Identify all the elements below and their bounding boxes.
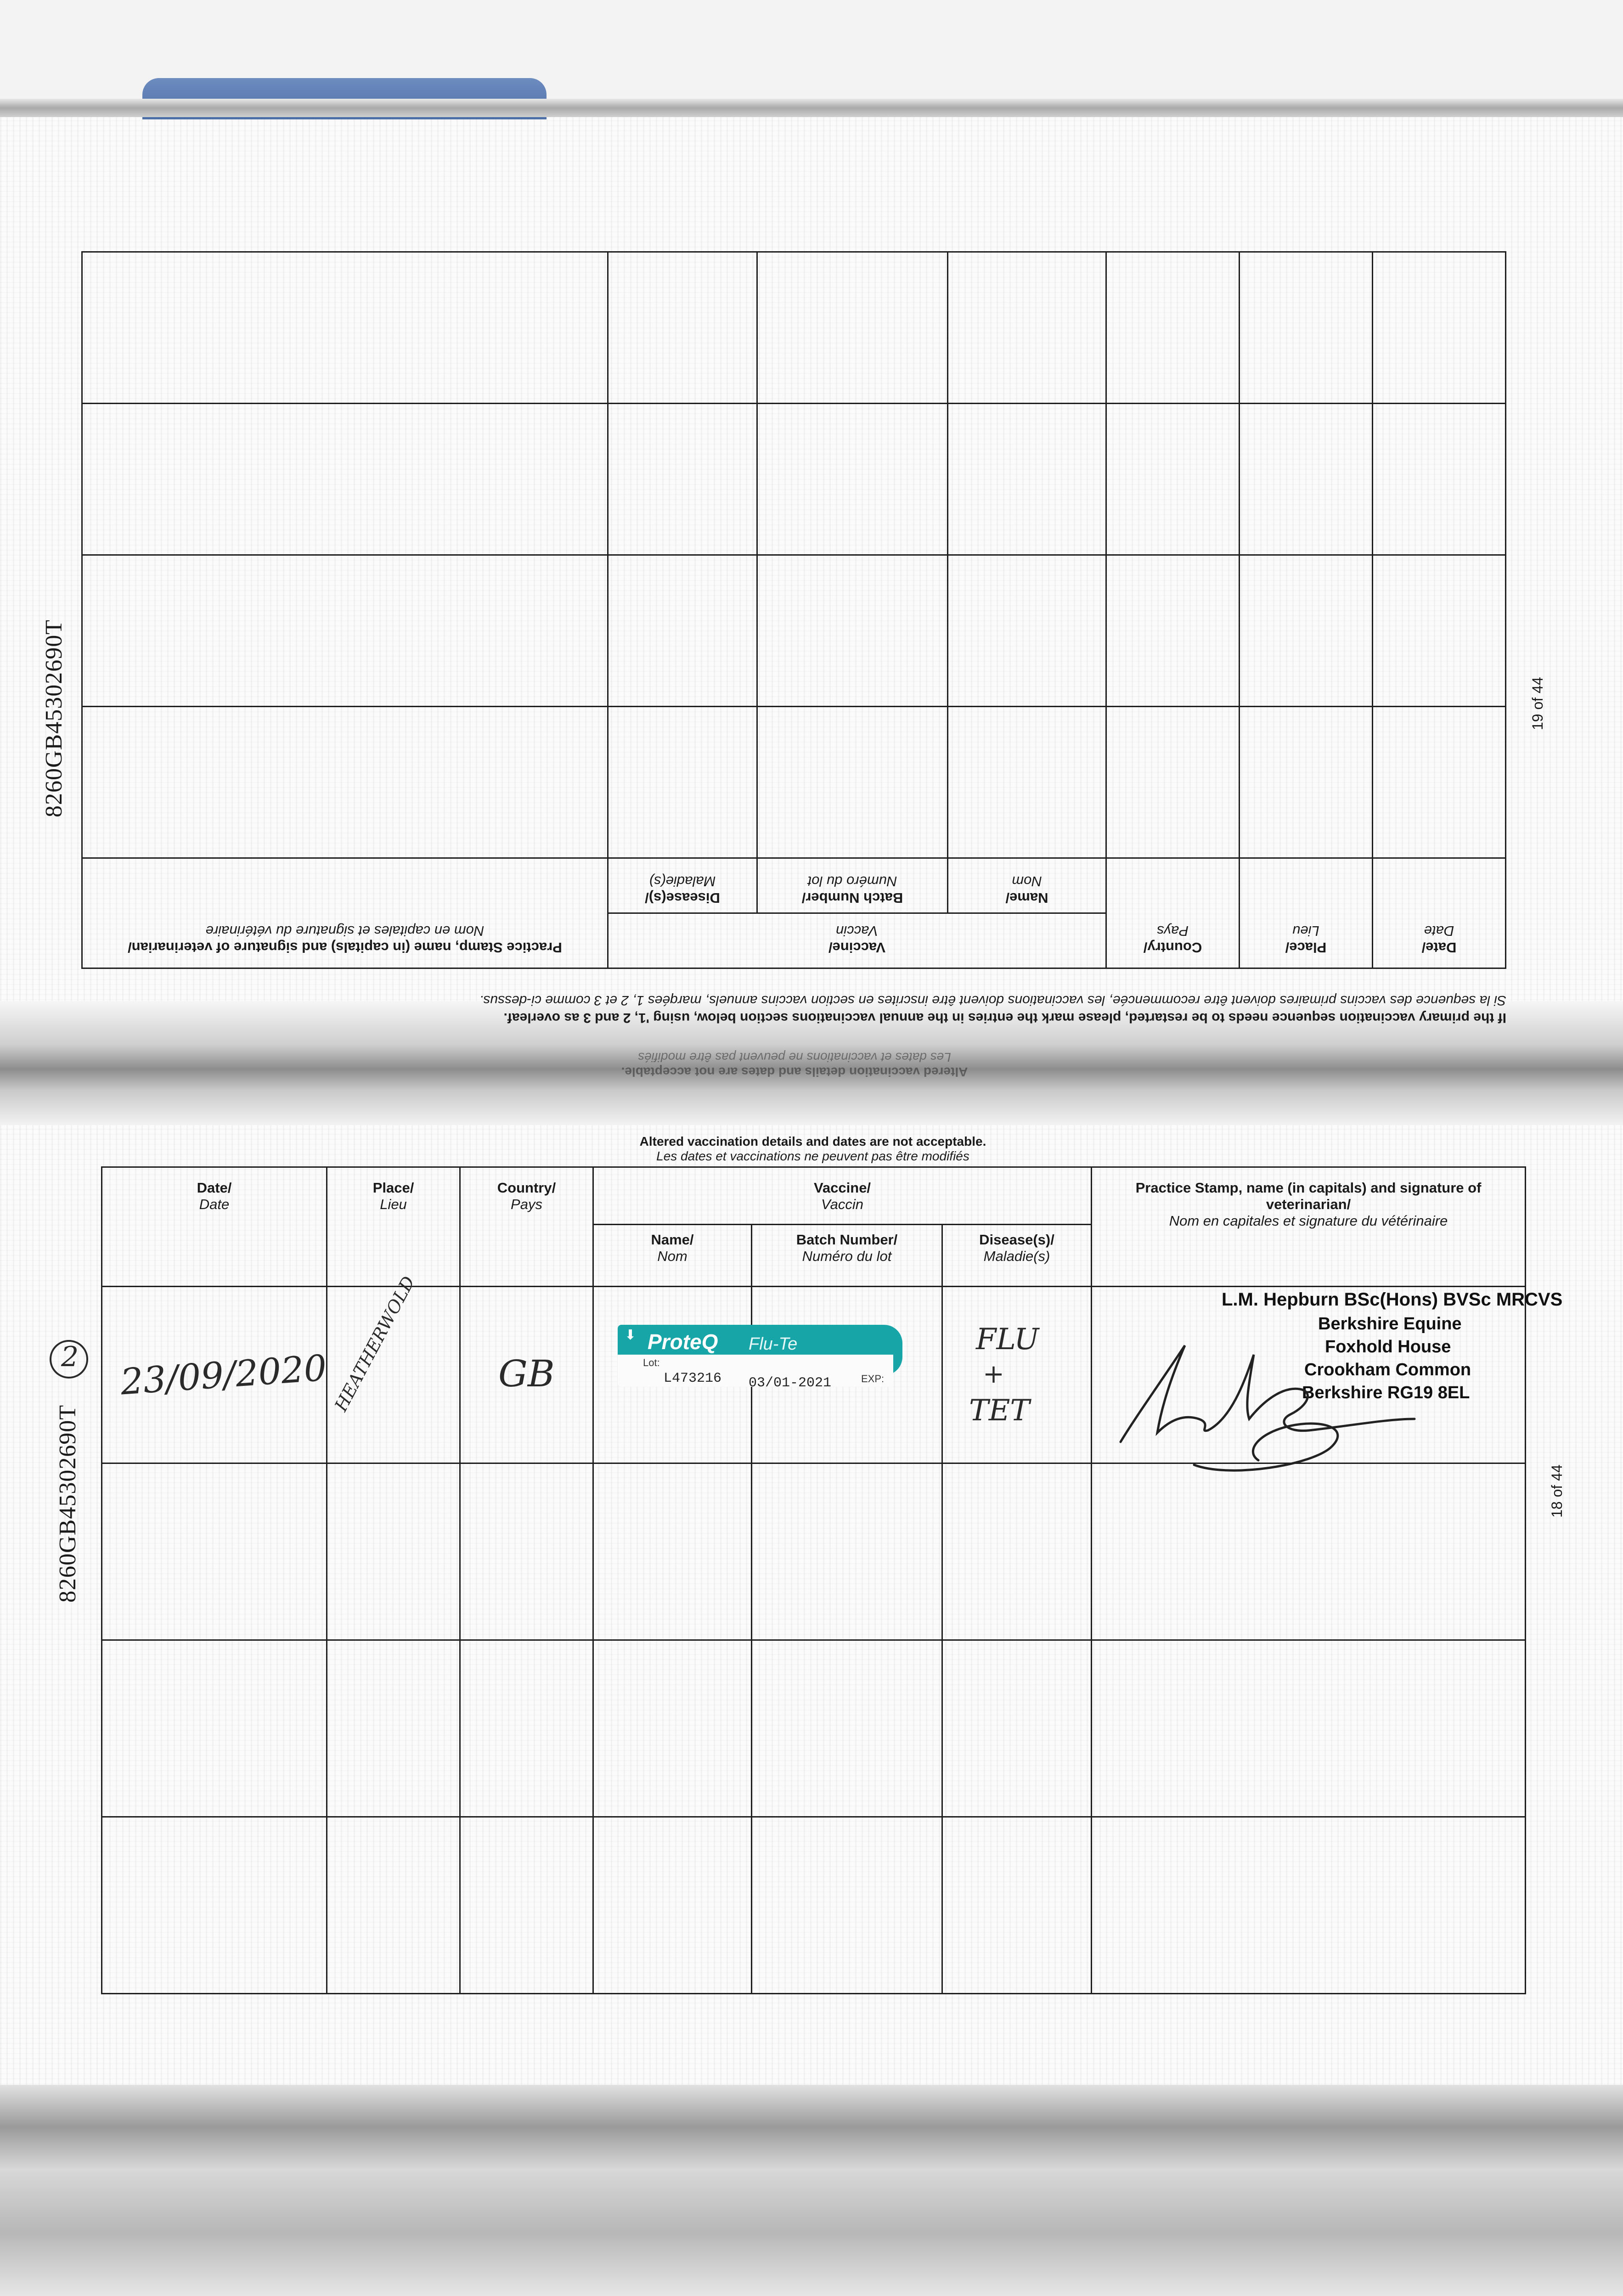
upper-cell[interactable] bbox=[1240, 252, 1373, 404]
empty-cell[interactable] bbox=[460, 1463, 593, 1640]
sticker-exp-label: EXP: bbox=[861, 1373, 885, 1384]
entry-country: GB bbox=[498, 1352, 555, 1395]
empty-cell[interactable] bbox=[752, 1640, 942, 1817]
header-date: Date/ Date bbox=[102, 1167, 327, 1287]
empty-cell[interactable] bbox=[1092, 1817, 1526, 1994]
upper-notice bbox=[83, 1050, 1506, 1079]
upper-cell[interactable] bbox=[757, 555, 948, 707]
upper-cell[interactable] bbox=[1240, 404, 1373, 555]
page-number-lower: 18 of 44 bbox=[1549, 1464, 1565, 1518]
lower-notice-fr: Les dates et vaccinations ne peuvent pas être modifiés bbox=[656, 1149, 969, 1163]
lower-vaccination-table bbox=[101, 1134, 1525, 1993]
sticker-exp-value: 03/01-2021 bbox=[749, 1375, 832, 1391]
empty-cell[interactable] bbox=[942, 1640, 1092, 1817]
upper-cell[interactable] bbox=[757, 707, 948, 858]
binding-edge-top bbox=[0, 99, 1623, 117]
entry-disease-line3: TET bbox=[969, 1394, 1030, 1428]
upper-cell[interactable] bbox=[1106, 252, 1240, 404]
upper-cell[interactable] bbox=[1373, 555, 1506, 707]
horse-id-lower: 8260GB45302690T bbox=[55, 1405, 81, 1603]
upper-cell[interactable] bbox=[1106, 555, 1240, 707]
upper-cell[interactable] bbox=[1106, 404, 1240, 555]
empty-cell[interactable] bbox=[102, 1640, 327, 1817]
upper-cell[interactable] bbox=[82, 252, 608, 404]
upper-cell[interactable] bbox=[82, 404, 608, 555]
upper-cell[interactable] bbox=[608, 404, 757, 555]
empty-cell[interactable] bbox=[942, 1463, 1092, 1640]
entry-date: 23/09/2020 bbox=[119, 1347, 328, 1403]
upper-header-date: Date/ Date bbox=[1373, 858, 1506, 968]
upper-cell[interactable] bbox=[757, 404, 948, 555]
upper-header-disease: Disease(s)/ Maladie(s) bbox=[608, 858, 757, 913]
empty-cell[interactable] bbox=[1092, 1463, 1526, 1640]
upper-notice-en: Altered vaccination details and dates are not acceptable. bbox=[621, 1065, 968, 1079]
stamp-vet-name: L.M. Hepburn BSc(Hons) BVSc MRCVS bbox=[1222, 1289, 1563, 1310]
stamp-locality: Crookham Common bbox=[1304, 1360, 1471, 1379]
upper-cell[interactable] bbox=[1373, 404, 1506, 555]
empty-cell[interactable] bbox=[1092, 1640, 1526, 1817]
horse-id-upper: 8260GB45302690T bbox=[41, 619, 67, 817]
upper-cell[interactable] bbox=[608, 252, 757, 404]
empty-cell[interactable] bbox=[593, 1817, 752, 1994]
upper-header-place: Place/ Lieu bbox=[1240, 858, 1373, 968]
upper-cell[interactable] bbox=[1373, 707, 1506, 858]
header-batch: Batch Number/ Numéro du lot bbox=[752, 1225, 942, 1287]
upper-cell[interactable] bbox=[757, 252, 948, 404]
empty-cell[interactable] bbox=[752, 1817, 942, 1994]
sticker-brand: ProteQ bbox=[648, 1330, 718, 1354]
sticker-lot-value: L473216 bbox=[664, 1371, 722, 1386]
vet-signature bbox=[1093, 1327, 1424, 1479]
header-country: Country/ Pays bbox=[460, 1167, 593, 1287]
page-number-upper: 19 of 44 bbox=[1529, 677, 1546, 730]
upper-cell[interactable] bbox=[948, 252, 1106, 404]
header-place: Place/ Lieu bbox=[327, 1167, 460, 1287]
entry-marker: 2 bbox=[61, 1341, 79, 1373]
upper-cell[interactable] bbox=[82, 707, 608, 858]
stamp-house: Foxhold House bbox=[1325, 1337, 1451, 1356]
empty-cell[interactable] bbox=[593, 1463, 752, 1640]
entry-disease-cell[interactable] bbox=[942, 1287, 1092, 1463]
empty-cell[interactable] bbox=[327, 1640, 460, 1817]
upper-instructions bbox=[83, 991, 1506, 1026]
upper-header-name: Name/ Nom bbox=[948, 858, 1106, 913]
sticker-product: Flu-Te bbox=[749, 1334, 798, 1354]
upper-cell[interactable] bbox=[82, 555, 608, 707]
empty-cell[interactable] bbox=[327, 1817, 460, 1994]
entry-place: HEATHERWOLD bbox=[331, 1273, 419, 1415]
header-name: Name/ Nom bbox=[593, 1225, 752, 1287]
upper-header-batch: Batch Number/ Numéro du lot bbox=[757, 858, 948, 913]
sticker-lot-label: Lot: bbox=[643, 1357, 660, 1368]
entry-disease-line1: FLU bbox=[976, 1322, 1039, 1356]
upper-table bbox=[81, 251, 1506, 969]
upper-instruction-fr: Si la sequence des vaccins primaires doivent être recommencée, les vaccinations doivent être inscrites en section vaccins annuels, marqées 1, 2 et 3 comme ci-dessus. bbox=[479, 993, 1506, 1008]
header-practice: Practice Stamp, name (in capitals) and signature of veterinarian/ Nom en capitales et signature du vétérinaire bbox=[1092, 1167, 1526, 1287]
upper-instruction-en: If the primary vaccination sequence needs to be restarted, please mark the entries in the annual vaccinations section below, using '1, 2 and 3 as overleaf. bbox=[503, 1010, 1506, 1025]
empty-cell[interactable] bbox=[752, 1463, 942, 1640]
upper-cell[interactable] bbox=[948, 404, 1106, 555]
upper-cell[interactable] bbox=[608, 555, 757, 707]
upper-cell[interactable] bbox=[1240, 707, 1373, 858]
upper-vaccination-table bbox=[83, 197, 1506, 1079]
upper-notice-fr: Les dates et vaccinations ne peuvent pas être modifiés bbox=[638, 1050, 951, 1064]
upper-header-country: Country/ Pays bbox=[1106, 858, 1240, 968]
header-vaccine: Vaccine/ Vaccin bbox=[593, 1167, 1092, 1225]
upper-cell[interactable] bbox=[1106, 707, 1240, 858]
upper-cell[interactable] bbox=[948, 707, 1106, 858]
empty-cell[interactable] bbox=[593, 1640, 752, 1817]
sticker-arrow-icon: ⬇ bbox=[625, 1328, 637, 1343]
empty-cell[interactable] bbox=[942, 1817, 1092, 1994]
header-disease: Disease(s)/ Maladie(s) bbox=[942, 1225, 1092, 1287]
upper-cell[interactable] bbox=[948, 555, 1106, 707]
empty-cell[interactable] bbox=[102, 1463, 327, 1640]
upper-header-practice: Practice Stamp, name (in capitals) and signature of veterinarian/ Nom en capitales et signature du vétérinaire bbox=[82, 858, 608, 968]
stamp-postcode: Berkshire RG19 8EL bbox=[1302, 1383, 1470, 1402]
lower-notice-en: Altered vaccination details and dates are not acceptable. bbox=[639, 1134, 986, 1148]
entry-disease-line2: + bbox=[983, 1359, 1004, 1389]
lower-notice bbox=[101, 1134, 1525, 1164]
empty-cell[interactable] bbox=[102, 1817, 327, 1994]
stamp-practice: Berkshire Equine bbox=[1318, 1314, 1462, 1334]
upper-header-vaccine: Vaccine/ Vaccin bbox=[608, 913, 1106, 968]
upper-cell[interactable] bbox=[1240, 555, 1373, 707]
empty-cell[interactable] bbox=[327, 1463, 460, 1640]
empty-cell[interactable] bbox=[460, 1817, 593, 1994]
empty-cell[interactable] bbox=[460, 1640, 593, 1817]
binding-edge-bottom bbox=[0, 2085, 1623, 2296]
upper-cell[interactable] bbox=[1373, 252, 1506, 404]
upper-cell[interactable] bbox=[608, 707, 757, 858]
